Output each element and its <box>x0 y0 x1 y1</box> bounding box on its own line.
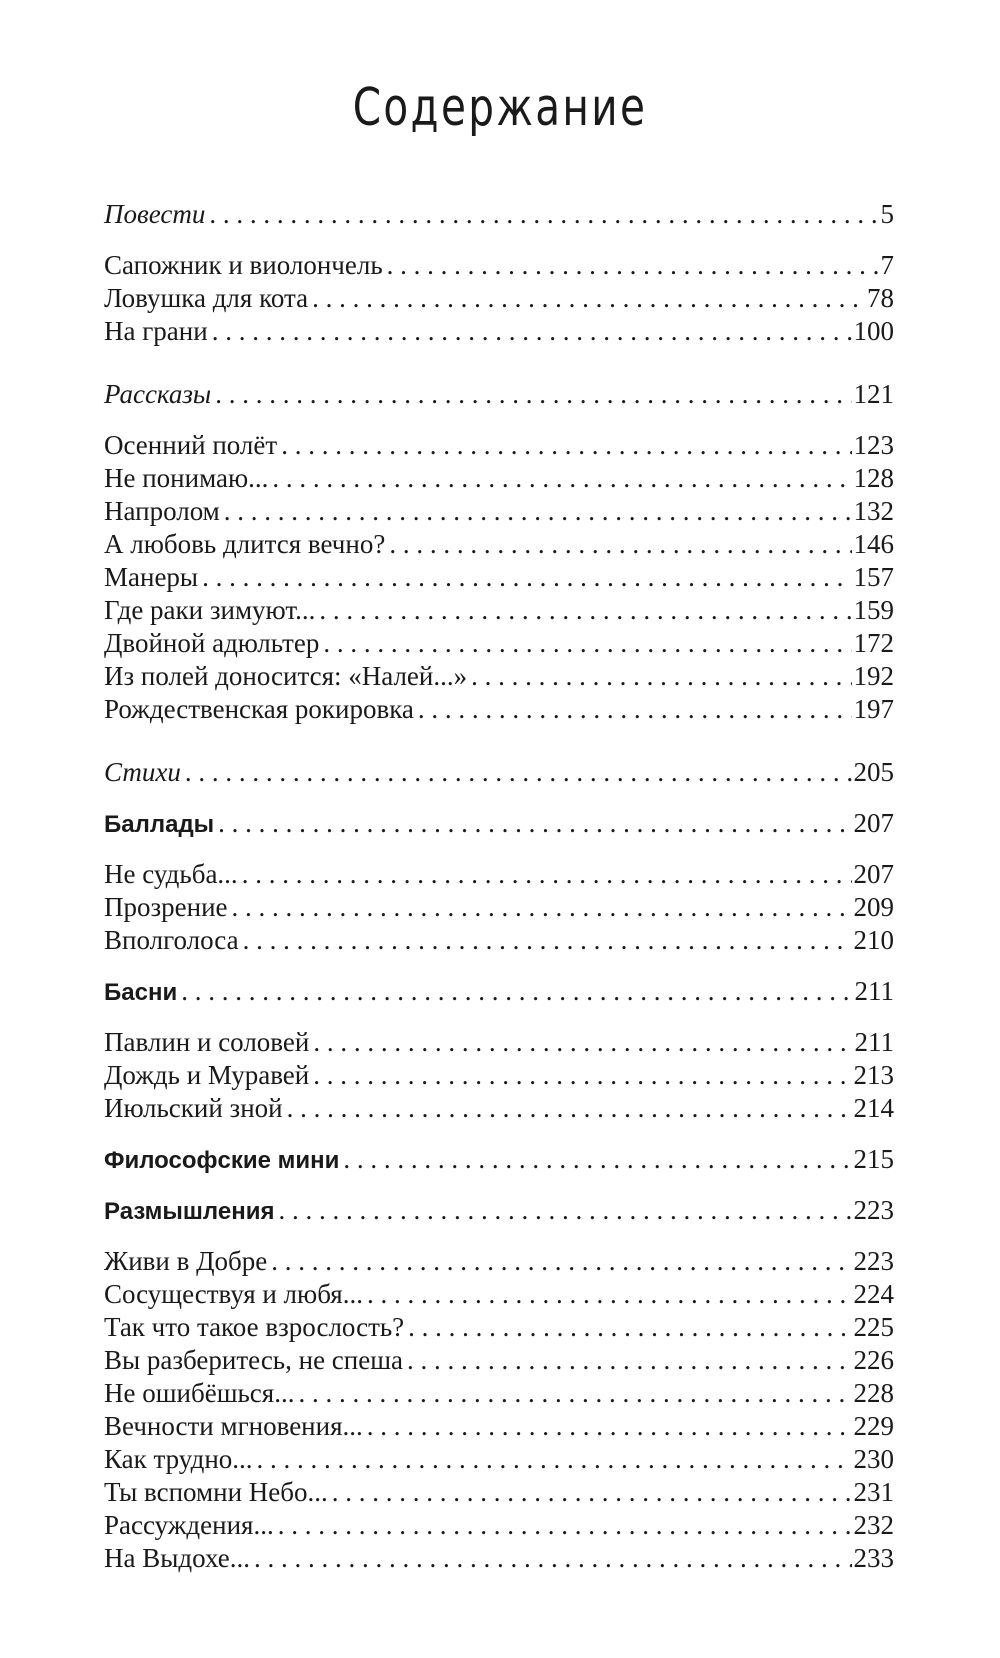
dot-leader <box>242 858 852 891</box>
dot-leader <box>387 249 879 282</box>
toc-entry <box>104 1476 894 1509</box>
toc-section-heading <box>104 1143 894 1176</box>
dot-leader <box>218 807 851 840</box>
toc-entry-title: Напролом <box>104 496 220 526</box>
toc-entry-title: Не понимаю... <box>104 463 269 493</box>
toc-page-number: 233 <box>853 1543 894 1573</box>
toc-page-number: 146 <box>853 529 894 559</box>
toc-entry <box>104 1278 894 1311</box>
toc-page-number: 132 <box>853 496 894 526</box>
dot-leader <box>389 528 851 561</box>
toc-page-number: 215 <box>853 1144 894 1174</box>
toc-entry-title: Павлин и соловей <box>104 1027 310 1057</box>
toc-page-number: 207 <box>853 808 894 838</box>
toc-page-number: 223 <box>853 1195 894 1225</box>
dot-leader <box>319 594 851 627</box>
dot-leader <box>278 1509 852 1542</box>
dot-leader <box>343 1143 851 1176</box>
toc-entry <box>104 627 894 660</box>
toc-entry-title: Вы разберитесь, не спеша <box>104 1345 403 1375</box>
toc-entry-title: Так что такое взрослость? <box>104 1312 405 1342</box>
toc-page-number: 213 <box>853 1060 894 1090</box>
table-of-contents <box>104 198 894 1575</box>
dot-leader <box>224 495 852 528</box>
toc-entry <box>104 1443 894 1476</box>
toc-entry <box>104 924 894 957</box>
toc-entry <box>104 660 894 693</box>
toc-entry-title: Вполголоса <box>104 925 239 955</box>
toc-entry-title: Не ошибёшься... <box>104 1378 295 1408</box>
toc-entry-title: А любовь длится вечно? <box>104 529 386 559</box>
toc-entry-title: Баллады <box>104 811 215 838</box>
toc-entry-title: Философские мини <box>104 1147 340 1174</box>
toc-part-heading <box>104 756 894 789</box>
toc-part-heading <box>104 198 894 231</box>
dot-leader <box>209 198 878 231</box>
toc-page-number: 225 <box>853 1312 894 1342</box>
toc-page-number: 157 <box>853 562 894 592</box>
dot-leader <box>407 1344 852 1377</box>
dot-leader <box>185 756 852 789</box>
toc-page-number: 211 <box>854 1027 894 1057</box>
toc-page-number: 100 <box>853 316 894 346</box>
toc-entry <box>104 1245 894 1278</box>
dot-leader <box>408 1311 851 1344</box>
toc-entry-title: Как трудно... <box>104 1444 253 1474</box>
toc-entry-title: Из полей доносится: «Налей...» <box>104 661 468 691</box>
dot-leader <box>212 315 852 348</box>
toc-entry-title: На грани <box>104 316 208 346</box>
toc-page-number: 211 <box>854 976 894 1006</box>
toc-entry <box>104 693 894 726</box>
toc-page-number: 224 <box>853 1279 894 1309</box>
dot-leader <box>202 561 851 594</box>
dot-leader <box>298 1377 851 1410</box>
toc-entry-title: Рождественская рокировка <box>104 694 414 724</box>
dot-leader <box>418 693 852 726</box>
toc-entry <box>104 594 894 627</box>
toc-part-heading <box>104 378 894 411</box>
toc-entry-title: Повести <box>104 199 206 229</box>
dot-leader <box>367 1410 852 1443</box>
page-title: Содержание <box>352 78 648 138</box>
dot-leader <box>281 429 851 462</box>
dot-leader <box>232 891 852 924</box>
toc-page-number: 209 <box>853 892 894 922</box>
toc-entry-title: Где раки зимуют... <box>104 595 316 625</box>
dot-leader <box>254 1542 851 1575</box>
toc-section-heading <box>104 1194 894 1227</box>
toc-entry-title: На Выдохе... <box>104 1543 251 1573</box>
toc-entry <box>104 1092 894 1125</box>
toc-entry <box>104 1377 894 1410</box>
toc-entry <box>104 561 894 594</box>
toc-entry-title: Вечности мгновения... <box>104 1411 363 1441</box>
dot-leader <box>287 1092 852 1125</box>
toc-page-number: 230 <box>853 1444 894 1474</box>
toc-entry-title: Дождь и Муравей <box>104 1060 310 1090</box>
dot-leader <box>312 282 865 315</box>
toc-entry <box>104 1026 894 1059</box>
toc-entry-title: Размышления <box>104 1198 275 1225</box>
toc-page-number: 231 <box>853 1477 894 1507</box>
dot-leader <box>332 1476 852 1509</box>
toc-page-number: 232 <box>853 1510 894 1540</box>
dot-leader <box>272 462 851 495</box>
toc-entry <box>104 462 894 495</box>
toc-page-number: 197 <box>853 694 894 724</box>
toc-entry <box>104 1311 894 1344</box>
toc-page-number: 5 <box>880 199 894 229</box>
toc-entry <box>104 891 894 924</box>
toc-entry <box>104 315 894 348</box>
dot-leader <box>257 1443 852 1476</box>
dot-leader <box>181 975 852 1008</box>
toc-page-number: 214 <box>853 1093 894 1123</box>
toc-page-number: 226 <box>853 1345 894 1375</box>
toc-entry-title: Сосуществуя и любя... <box>104 1279 363 1309</box>
toc-page-number: 228 <box>853 1378 894 1408</box>
toc-entry <box>104 1410 894 1443</box>
toc-entry-title: Живи в Добре <box>104 1246 268 1276</box>
toc-entry-title: Ты вспомни Небо... <box>104 1477 328 1507</box>
dot-leader <box>323 627 851 660</box>
dot-leader <box>313 1026 852 1059</box>
toc-entry <box>104 858 894 891</box>
toc-entry <box>104 1059 894 1092</box>
toc-page-number: 7 <box>880 250 894 280</box>
toc-entry-title: Рассуждения... <box>104 1510 274 1540</box>
toc-entry <box>104 1344 894 1377</box>
dot-leader <box>215 378 851 411</box>
toc-entry <box>104 528 894 561</box>
toc-page-number: 78 <box>867 283 894 313</box>
toc-entry-title: Двойной адюльтер <box>104 628 320 658</box>
toc-entry-title: Манеры <box>104 562 199 592</box>
dot-leader <box>471 660 851 693</box>
toc-entry-title: Ловушка для кота <box>104 283 309 313</box>
toc-section-heading <box>104 975 894 1008</box>
toc-entry <box>104 429 894 462</box>
toc-page-number: 159 <box>853 595 894 625</box>
toc-entry-title: Рассказы <box>104 379 212 409</box>
toc-entry-title: Сапожник и виолончель <box>104 250 383 280</box>
toc-page-number: 172 <box>853 628 894 658</box>
toc-entry <box>104 1542 894 1575</box>
toc-entry-title: Прозрение <box>104 892 228 922</box>
toc-page-number: 128 <box>853 463 894 493</box>
dot-leader <box>313 1059 851 1092</box>
toc-page-number: 192 <box>853 661 894 691</box>
toc-entry-title: Осенний полёт <box>104 430 278 460</box>
toc-entry-title: Басни <box>104 979 178 1006</box>
toc-page-number: 205 <box>853 757 894 787</box>
toc-entry <box>104 249 894 282</box>
dot-leader <box>367 1278 852 1311</box>
dot-leader <box>278 1194 851 1227</box>
toc-page-number: 123 <box>853 430 894 460</box>
toc-section-heading <box>104 807 894 840</box>
toc-entry <box>104 282 894 315</box>
toc-entry <box>104 1509 894 1542</box>
toc-entry <box>104 495 894 528</box>
toc-page-number: 229 <box>853 1411 894 1441</box>
toc-page-number: 121 <box>853 379 894 409</box>
toc-page-number: 223 <box>853 1246 894 1276</box>
toc-entry-title: Стихи <box>104 757 181 787</box>
toc-page-number: 207 <box>853 859 894 889</box>
toc-entry-title: Не судьба... <box>104 859 238 889</box>
toc-page-number: 210 <box>853 925 894 955</box>
dot-leader <box>271 1245 851 1278</box>
toc-entry-title: Июльский зной <box>104 1093 283 1123</box>
dot-leader <box>243 924 852 957</box>
